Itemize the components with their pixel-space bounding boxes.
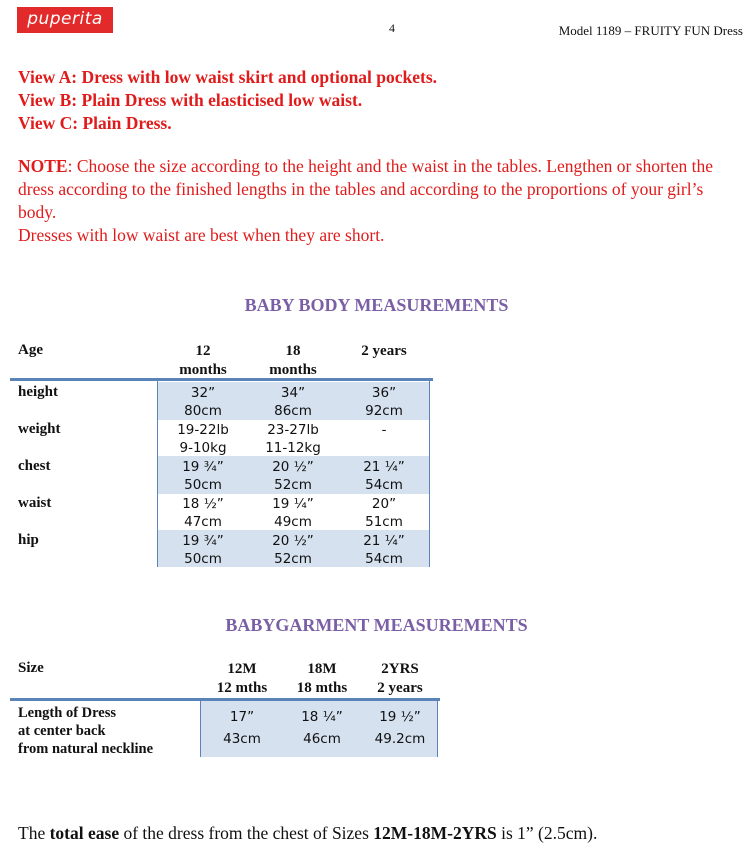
garment-cell bbox=[280, 706, 364, 750]
body-cell-value: 11-12kg bbox=[265, 440, 321, 456]
body-cell-value: 19 ¼” bbox=[272, 496, 314, 512]
size-header: Size bbox=[18, 660, 44, 676]
garment-cell bbox=[200, 706, 284, 750]
body-cell-value: 19-22lb bbox=[177, 422, 229, 438]
body-cell-value: 49cm bbox=[274, 514, 312, 530]
body-cell-value: 50cm bbox=[184, 477, 222, 493]
body-cell bbox=[160, 532, 246, 568]
garment-col-1-line2: 12 mths bbox=[216, 680, 268, 696]
ease-bold-2: 12M-18M-2YRS bbox=[373, 823, 497, 843]
garment-col-1-line1: 12M bbox=[227, 661, 257, 677]
note-paragraph bbox=[18, 155, 738, 247]
body-cell bbox=[250, 495, 336, 531]
body-col-1-line2: months bbox=[179, 362, 227, 378]
body-col-1-line1: 12 bbox=[195, 343, 211, 359]
body-cell bbox=[160, 384, 246, 420]
body-cell-value: 19 ¾” bbox=[182, 533, 224, 549]
body-col-3-line1: 2 years bbox=[361, 343, 407, 359]
age-header: Age bbox=[18, 342, 43, 358]
row-label-waist: waist bbox=[18, 495, 52, 511]
body-cell-value: 47cm bbox=[184, 514, 222, 530]
body-cell-value: 54cm bbox=[365, 551, 403, 567]
body-cell bbox=[340, 458, 428, 494]
body-cell bbox=[250, 421, 336, 457]
body-cell-value: 20 ½” bbox=[272, 533, 314, 549]
garment-col-header-3 bbox=[358, 660, 442, 698]
views-list bbox=[18, 66, 437, 135]
row-label-height: height bbox=[18, 384, 59, 400]
length-label-line1: Length of Dress bbox=[18, 705, 117, 721]
body-col-2-line2: months bbox=[269, 362, 317, 378]
body-cell bbox=[340, 421, 428, 439]
body-cell-value: 80cm bbox=[184, 403, 222, 419]
note-text-2: Dresses with low waist are best when they are short. bbox=[18, 225, 385, 245]
row-label-chest: chest bbox=[18, 458, 51, 474]
model-title: Model 1189 – FRUITY FUN Dress bbox=[558, 23, 743, 38]
body-cell-value: 18 ½” bbox=[182, 496, 224, 512]
body-cell-value: 9-10kg bbox=[179, 440, 227, 456]
garment-col-3-line2: 2 years bbox=[377, 680, 423, 696]
garment-cell-value: 43cm bbox=[223, 731, 261, 747]
body-cell-value: 20 ½” bbox=[272, 459, 314, 475]
garment-cell-value: 46cm bbox=[303, 731, 341, 747]
body-cell-value: 50cm bbox=[184, 551, 222, 567]
garment-col-header-1 bbox=[200, 660, 284, 698]
body-header-rule bbox=[10, 378, 433, 381]
length-label-line2: at center back bbox=[18, 723, 106, 739]
body-cell-value: - bbox=[381, 422, 387, 438]
body-cell-value: 51cm bbox=[365, 514, 403, 530]
row-label-weight: weight bbox=[18, 421, 61, 437]
ease-prefix: The bbox=[18, 823, 50, 843]
total-ease-line bbox=[18, 823, 597, 844]
garment-cell-value: 18 ¼” bbox=[301, 709, 343, 725]
body-vline-right bbox=[429, 381, 430, 567]
view-c: View C: Plain Dress. bbox=[18, 113, 172, 133]
body-cell-value: 54cm bbox=[365, 477, 403, 493]
garment-col-3-line1: 2YRS bbox=[381, 661, 419, 677]
body-cell bbox=[340, 495, 428, 531]
body-cell-value: 92cm bbox=[365, 403, 403, 419]
garment-cell bbox=[358, 706, 442, 750]
body-cell bbox=[250, 458, 336, 494]
garment-col-header-2 bbox=[280, 660, 364, 698]
body-col-2-line1: 18 bbox=[285, 343, 301, 359]
view-b: View B: Plain Dress with elasticised low waist. bbox=[18, 90, 363, 110]
body-cell-value: 20” bbox=[371, 496, 397, 512]
body-cell-value: 23-27lb bbox=[267, 422, 319, 438]
page-number: 4 bbox=[389, 21, 395, 35]
ease-bold-1: total ease bbox=[49, 823, 120, 843]
body-cell bbox=[250, 384, 336, 420]
body-cell-value: 19 ¾” bbox=[182, 459, 224, 475]
body-cell bbox=[250, 532, 336, 568]
body-table-title: BABY BODY MEASUREMENTS bbox=[244, 295, 509, 315]
garment-cell-value: 19 ½” bbox=[379, 709, 421, 725]
garment-col-2-line1: 18M bbox=[307, 661, 337, 677]
body-cell-value: 52cm bbox=[274, 477, 312, 493]
length-label bbox=[18, 704, 153, 758]
body-cell bbox=[340, 384, 428, 420]
body-cell bbox=[160, 421, 246, 457]
body-cell-value: 32” bbox=[190, 385, 216, 401]
note-label: NOTE bbox=[18, 156, 68, 176]
body-cell-value: 34” bbox=[280, 385, 306, 401]
body-cell-value: 86cm bbox=[274, 403, 312, 419]
body-vline-left bbox=[157, 381, 158, 567]
view-a: View A: Dress with low waist skirt and optional pockets. bbox=[18, 67, 438, 87]
garment-cell-value: 49.2cm bbox=[374, 731, 426, 747]
ease-suffix: is 1” (2.5cm). bbox=[496, 823, 598, 843]
garment-cell-value: 17” bbox=[229, 709, 255, 725]
body-cell bbox=[160, 495, 246, 531]
body-cell bbox=[160, 458, 246, 494]
body-cell-value: 52cm bbox=[274, 551, 312, 567]
garment-table-title: BABYGARMENT MEASUREMENTS bbox=[225, 615, 528, 635]
body-col-header-3 bbox=[340, 342, 428, 361]
brand-logo: puperita bbox=[17, 7, 113, 33]
note-text: : Choose the size according to the height and the waist in the tables. Lengthen or shorten the dress according to the finished lengths in the tables and according to the proportions of your girl’s body. bbox=[18, 156, 713, 222]
garment-col-2-line2: 18 mths bbox=[296, 680, 348, 696]
body-cell bbox=[340, 532, 428, 568]
body-col-header-2 bbox=[250, 342, 336, 380]
body-col-header-1 bbox=[160, 342, 246, 380]
ease-middle: of the dress from the chest of Sizes bbox=[119, 823, 374, 843]
body-cell-value: 21 ¼” bbox=[363, 533, 405, 549]
length-label-line3: from natural neckline bbox=[18, 741, 154, 757]
body-cell-value: 36” bbox=[371, 385, 397, 401]
body-cell-value: 21 ¼” bbox=[363, 459, 405, 475]
row-label-hip: hip bbox=[18, 532, 39, 548]
